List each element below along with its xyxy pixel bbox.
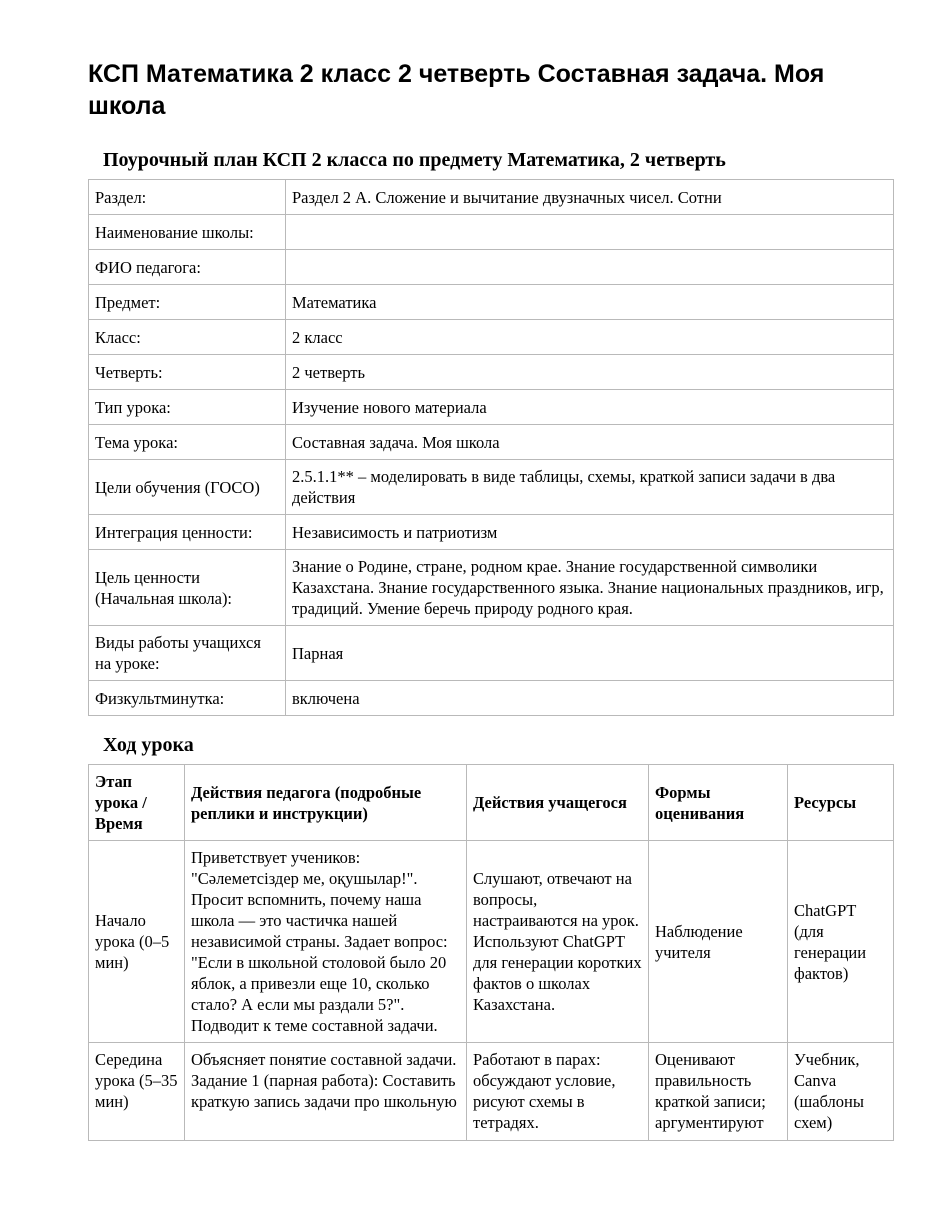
info-value — [286, 215, 894, 250]
header-stage: Этап урока / Время — [89, 765, 185, 841]
info-row — [89, 320, 894, 355]
info-value: Независимость и патриотизм — [286, 515, 894, 550]
header-resources: Ресурсы — [788, 765, 894, 841]
cell-resources: ChatGPT (для генерации фактов) — [788, 841, 894, 1043]
info-row — [89, 681, 894, 716]
table-row — [89, 1043, 894, 1141]
info-row — [89, 390, 894, 425]
info-label: Предмет: — [89, 285, 286, 320]
lesson-flow-table — [88, 764, 894, 1141]
info-value — [286, 250, 894, 285]
info-row — [89, 180, 894, 215]
page-bottom-margin — [0, 1164, 935, 1210]
info-row — [89, 355, 894, 390]
info-row — [89, 215, 894, 250]
info-row — [89, 250, 894, 285]
info-label: Наименование школы: — [89, 215, 286, 250]
info-row — [89, 550, 894, 626]
cell-teacher-actions: Приветствует учеников: "Сәлеметсіздер ме, оқушылар!". Просит вспомнить, почему наша школа — это частичка нашей независимой страны. Задает вопрос: "Если в школьной столовой было 20 яблок, а привезли еще 10, сколько стало? А если мы раздали 5?". Подводит к теме составной задачи. — [185, 841, 467, 1043]
cell-stage: Начало урока (0–5 мин) — [89, 841, 185, 1043]
lesson-info-table — [88, 179, 894, 716]
info-label: Цель ценности (Начальная школа): — [89, 550, 286, 626]
info-row — [89, 515, 894, 550]
cell-stage: Середина урока (5–35 мин) — [89, 1043, 185, 1141]
info-label: Интеграция ценности: — [89, 515, 286, 550]
info-label: Четверть: — [89, 355, 286, 390]
header-assessment: Формы оценивания — [649, 765, 788, 841]
info-label: Раздел: — [89, 180, 286, 215]
header-teacher-actions: Действия педагога (подробные реплики и инструкции) — [185, 765, 467, 841]
info-value: 2 класс — [286, 320, 894, 355]
table-row — [89, 841, 894, 1043]
cell-assessment: Наблюдение учителя — [649, 841, 788, 1043]
info-label: Физкультминутка: — [89, 681, 286, 716]
info-row — [89, 285, 894, 320]
cell-resources: Учебник, Canva (шаблоны схем) — [788, 1043, 894, 1141]
table-header-row — [89, 765, 894, 841]
info-label: Класс: — [89, 320, 286, 355]
info-value: включена — [286, 681, 894, 716]
info-value: 2 четверть — [286, 355, 894, 390]
cell-student-actions: Работают в парах: обсуждают условие, рисуют схемы в тетрадях. — [467, 1043, 649, 1141]
document-title: КСП Математика 2 класс 2 четверть Составная задача. Моя школа — [88, 60, 825, 120]
info-label: Тема урока: — [89, 425, 286, 460]
info-label: Тип урока: — [89, 390, 286, 425]
info-value: Математика — [286, 285, 894, 320]
plan-heading: Поурочный план КСП 2 класса по предмету Математика, 2 четверть — [103, 149, 726, 171]
info-value: Парная — [286, 626, 894, 681]
info-value: Составная задача. Моя школа — [286, 425, 894, 460]
info-label: ФИО педагога: — [89, 250, 286, 285]
info-value: Знание о Родине, стране, родном крае. Знание государственной символики Казахстана. Знание государственного языка. Знание национальных праздников, игр, традиций. Умение беречь природу родного края. — [286, 550, 894, 626]
info-row — [89, 425, 894, 460]
course-heading: Ход урока — [103, 734, 194, 756]
info-row — [89, 626, 894, 681]
cell-teacher-actions: Объясняет понятие составной задачи. Задание 1 (парная работа): Составить краткую запись задачи про школьную — [185, 1043, 467, 1141]
info-row — [89, 460, 894, 515]
info-value: 2.5.1.1** – моделировать в виде таблицы, схемы, краткой записи задачи в два действия — [286, 460, 894, 515]
info-label: Виды работы учащихся на уроке: — [89, 626, 286, 681]
info-value: Раздел 2 А. Сложение и вычитание двузначных чисел. Сотни — [286, 180, 894, 215]
cell-assessment: Оценивают правильность краткой записи; аргументируют — [649, 1043, 788, 1141]
info-label: Цели обучения (ГОСО) — [89, 460, 286, 515]
header-student-actions: Действия учащегося — [467, 765, 649, 841]
cell-student-actions: Слушают, отвечают на вопросы, настраиваются на урок. Используют ChatGPT для генерации коротких фактов о школах Казахстана. — [467, 841, 649, 1043]
info-value: Изучение нового материала — [286, 390, 894, 425]
